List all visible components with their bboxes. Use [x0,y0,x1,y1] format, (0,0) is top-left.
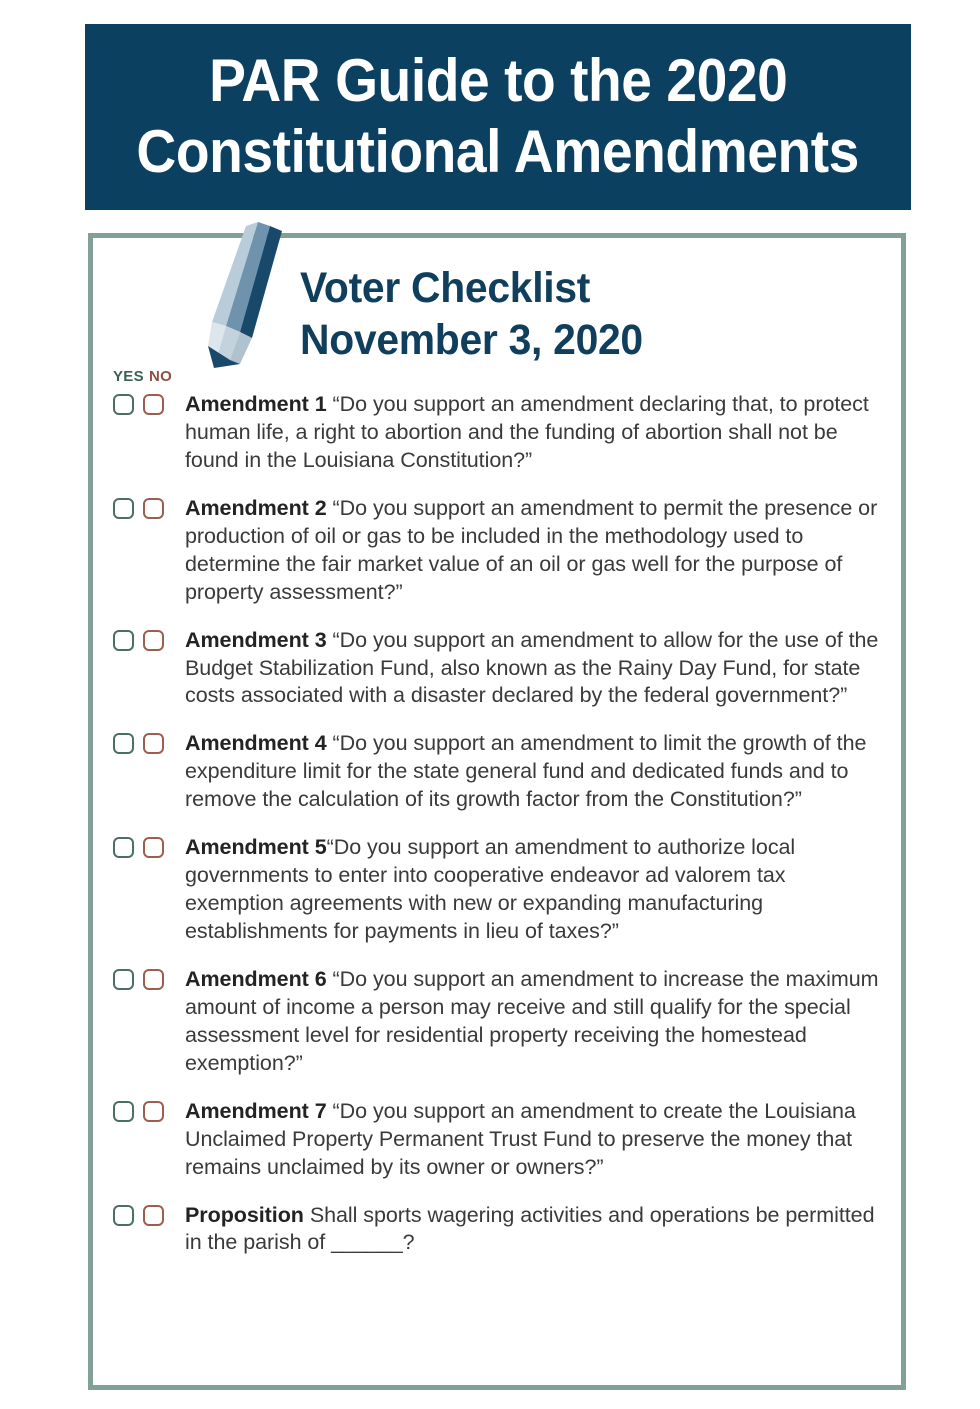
checklist-item-question: “Do you support an amendment to create the Louisiana Unclaimed Property Permanent Trust Fund to preserve the money that remains unclaimed by its owner or owners?” [185,1098,856,1179]
no-checkbox[interactable] [143,969,164,990]
checklist-item-text [185,834,885,946]
checklist-title [300,262,860,367]
no-column-header: NO [149,368,173,385]
yes-checkbox[interactable] [113,837,134,858]
checklist-item [113,627,893,711]
checklist-item-question: “Do you support an amendment declaring that, to protect human life, a right to abortion and the funding of abortion shall not be found in the Louisiana Constitution?” [185,392,869,472]
checklist-item-label: Amendment 5 [185,835,327,860]
yes-checkbox[interactable] [113,969,134,990]
checklist-item [113,391,893,475]
checklist-item-question: Shall sports wagering activities and operations be permitted in the parish of ______? [185,1202,875,1255]
checklist-item [113,1202,893,1258]
checkbox-group [113,834,164,858]
checklist-item-text [185,966,885,1078]
checklist-item-text [185,1202,885,1258]
no-checkbox[interactable] [143,1101,164,1122]
checkbox-group [113,1098,164,1122]
checkbox-group [113,627,164,651]
checklist-item-text [185,391,885,475]
yes-checkbox[interactable] [113,498,134,519]
header-title-line-2: Constitutional Amendments [136,118,860,185]
no-checkbox[interactable] [143,498,164,519]
checkbox-group [113,966,164,990]
checklist-item-label: Amendment 4 [185,731,327,756]
checklist-item [113,1098,893,1182]
checklist-item-label: Amendment 1 [185,392,327,416]
checklist-item-question: “Do you support an amendment to increase the maximum amount of income a person may receive and still qualify for the special assessment level for residential property receiving the homestead exemption?” [185,966,879,1075]
checklist-item-label: Amendment 7 [185,1098,327,1123]
checklist-item-question: “Do you support an amendment to allow for the use of the Budget Stabilization Fund, also known as the Rainy Day Fund, for state costs associated with a disaster declared by the federal government?” [185,627,879,708]
checklist-item [113,966,893,1078]
checklist-item [113,495,893,607]
checklist-title-line-1: Voter Checklist [300,264,591,312]
checklist-item [113,834,893,946]
checklist-item-question: “Do you support an amendment to limit the growth of the expenditure limit for the state general fund and dedicated funds and to remove the calculation of its growth factor from the Constitution?” [185,731,867,812]
yes-checkbox[interactable] [113,1205,134,1226]
yes-column-header: YES [113,368,144,385]
checklist-item-label: Amendment 6 [185,966,327,991]
checkbox-group [113,391,164,415]
no-checkbox[interactable] [143,630,164,651]
checklist-item-question: “Do you support an amendment to authorize local governments to enter into cooperative endeavor ad valorem tax exemption agreements with new or expanding manufacturing establishments for payments in lieu of taxes?” [185,835,796,943]
checklist-item-label: Amendment 3 [185,627,327,652]
checklist-item-text [185,627,885,711]
page-header-banner [85,24,911,210]
checklist-items [113,391,893,1277]
checklist-item-text [185,730,885,814]
no-checkbox[interactable] [143,837,164,858]
no-checkbox[interactable] [143,1205,164,1226]
column-headers [113,368,175,385]
checklist-title-line-2: November 3, 2020 [300,316,643,365]
checklist-item-label: Proposition [185,1202,304,1227]
checklist-item-question: “Do you support an amendment to permit the presence or production of oil or gas to be included in the methodology used to determine the fair market value of an oil or gas well for the purpose of property assessment?” [185,495,878,604]
yes-checkbox[interactable] [113,1101,134,1122]
checkbox-group [113,495,164,519]
yes-checkbox[interactable] [113,394,134,415]
checklist-item-text [185,495,885,607]
checklist-item-label: Amendment 2 [185,495,327,520]
checkbox-group [113,730,164,754]
no-checkbox[interactable] [143,394,164,415]
no-checkbox[interactable] [143,733,164,754]
header-title-line-1: PAR Guide to the 2020 [208,47,788,115]
checkbox-group [113,1202,164,1226]
checklist-item-text [185,1098,885,1182]
yes-checkbox[interactable] [113,630,134,651]
checklist-item [113,730,893,814]
yes-checkbox[interactable] [113,733,134,754]
